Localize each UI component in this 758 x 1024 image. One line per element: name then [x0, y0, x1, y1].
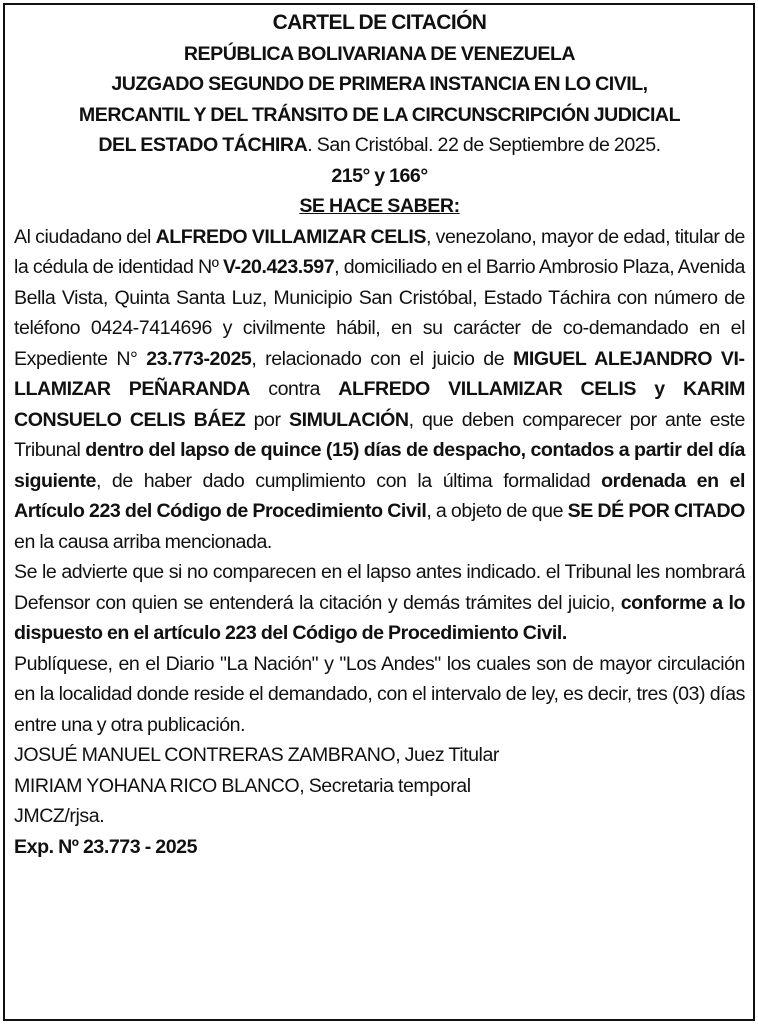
legal-notice: [14, 8, 745, 862]
p1-text-3: , domiciliado en el Barrio Ambrosio Plaza, Avenida Bella Vista, Quinta Santa Luz, Municipio San Cristóbal, Estado Táchira con número de teléfono 0424-7414696 y civilmente hábil, en su carácter de co-demandado en el Expediente N°: [14, 256, 745, 370]
notice-title: CARTEL DE CITACIÓN: [272, 11, 487, 34]
p1-text-6: por: [245, 408, 289, 431]
expediente-number: Exp. Nº 23.773 - 2025: [14, 835, 198, 858]
p1-text-1: Al ciudadano del: [14, 225, 156, 248]
term-clause: dentro del lapso de quince (15) días de despacho, contados a partir del día siguiente: [14, 439, 745, 492]
state-name: DEL ESTADO TÁCHIRA: [98, 134, 308, 156]
secretary-signature: MIRIAM YOHANA RICO BLANCO, Secretaria temporal: [14, 774, 471, 797]
court-heading-line-1: JUZGADO SEGUNDO DE PRIMERA INSTANCIA EN LO CIVIL,: [111, 73, 648, 95]
p1-text-2: , venezolano, mayor de edad, titular de la cédula de identidad Nº: [14, 225, 745, 278]
publication-paragraph: Publíquese, en el Diario "La Nación" y "Los Andes" los cuales son de mayor circulación en la localidad donde reside el demandado, con el intervalo de ley, es decir, tres (03) días entre una y otra publicación.: [14, 652, 745, 736]
warning-paragraph: [14, 557, 745, 649]
summons-paragraph: [14, 222, 745, 558]
p2-text-1: Se le advierte que si no comparecen en el lapso antes indicado. el Tribunal les nombrará Defensor con quien se entenderá la citación y demás trámites del juicio,: [14, 561, 745, 614]
republic-heading: REPÚBLICA BOLIVARIANA DE VENEZUELA: [183, 42, 576, 65]
id-number: V-20.423.597: [222, 256, 335, 278]
se-hace-saber-line: [14, 191, 745, 222]
p1-text-4: , relacionado con el juicio de: [251, 347, 513, 370]
p1-text-7: , que deben comparecer por ante este Tribunal: [14, 408, 745, 461]
court-heading-line-3: [14, 130, 745, 161]
court-heading-line-2: MERCANTIL Y DEL TRÁNSITO DE LA CIRCUNSCRIPCIÓN JUDICIAL: [78, 103, 681, 126]
years-line: 215° y 166°: [331, 164, 428, 187]
p2-legal-reference: conforme a lo dispuesto en el artículo 223 del Código de Procedimiento Civil.: [14, 591, 745, 644]
plaintiff-name: MIGUEL ALEJANDRO VILLAMIZAR PEÑARANDA: [14, 347, 745, 400]
p1-text-10: en la causa arriba mencionada.: [14, 530, 272, 553]
defendant-name: ALFREDO VILLAMIZAR CELIS: [155, 225, 426, 248]
initials: JMCZ/rjsa.: [14, 805, 105, 827]
place-date: . San Cristóbal. 22 de Septiembre de 2025.: [307, 134, 661, 156]
p1-text-9: , a objeto de que: [426, 500, 568, 522]
judge-signature: JOSUÉ MANUEL CONTRERAS ZAMBRANO, Juez Titular: [14, 744, 499, 766]
claim-type: SIMULACIÓN: [288, 408, 409, 431]
citado-clause: SE DÉ POR CITADO: [567, 500, 745, 522]
p1-text-8: , de haber dado cumplimiento con la última formalidad: [95, 469, 602, 492]
p1-text-5: contra: [249, 378, 339, 400]
article-reference: ordenada en el Artículo 223 del Código de Procedimiento Civil: [14, 469, 745, 522]
case-number: 23.773-2025: [146, 347, 252, 370]
defendants-names: ALFREDO VILLAMIZAR CELIS y KARIM CONSUELO CELIS BÁEZ: [14, 378, 745, 431]
se-hace-saber: SE HACE SABER:: [299, 195, 460, 217]
